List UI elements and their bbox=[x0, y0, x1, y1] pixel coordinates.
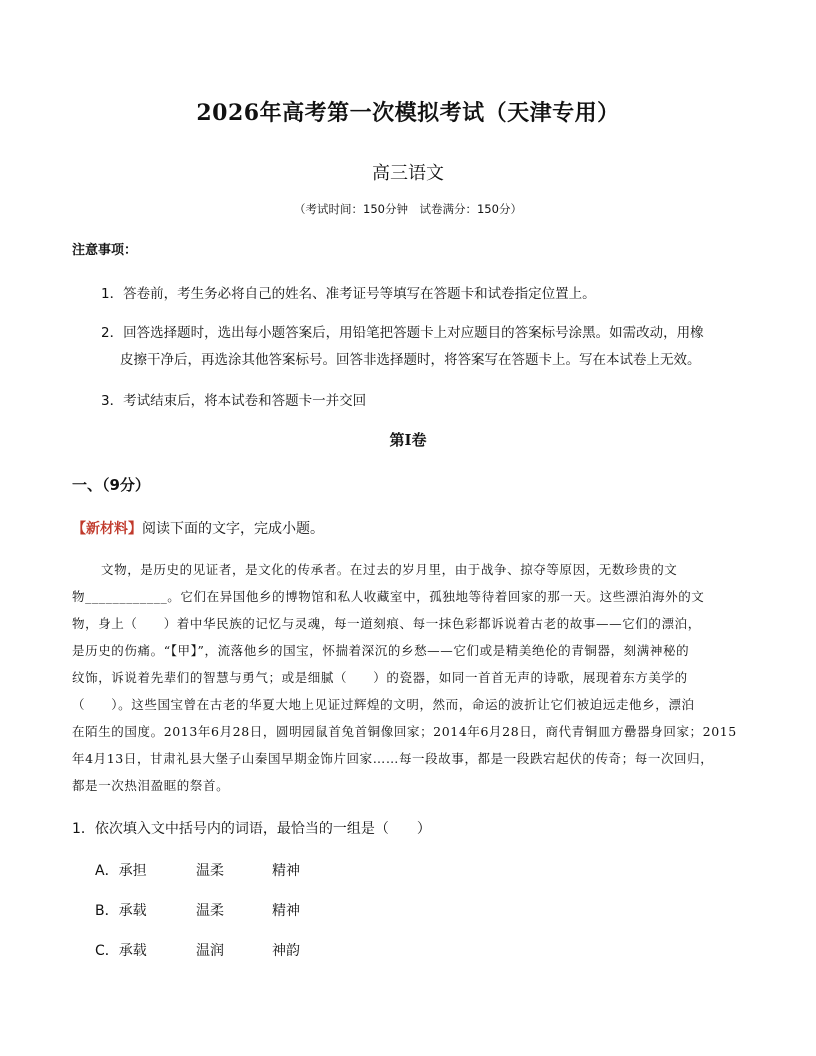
question-1: 1．依次填入文中括号内的词语，最恰当的一组是（ ） bbox=[72, 821, 431, 837]
option-b-word2: 温柔 bbox=[196, 903, 224, 919]
option-b-word1: B．承载 bbox=[95, 903, 147, 919]
option-c-word2: 温润 bbox=[196, 943, 224, 959]
part-heading: 一、（9分） bbox=[72, 476, 150, 494]
option-c-word1: C．承载 bbox=[95, 943, 147, 959]
new-material-tag: 【新材料】 bbox=[72, 521, 142, 537]
exam-info: （考试时间：150分钟 试卷满分：150分） bbox=[294, 202, 522, 216]
passage-line: （ ）。这些国宝曾在古老的华夏大地上见证过辉煌的文明，然而，命运的波折让它们被迫远走他乡，漂泊 bbox=[72, 697, 695, 712]
passage-line: 纹饰，诉说着先辈们的智慧与勇气；或是细腻（ ）的瓷器，如同一首首无声的诗歌，展现着东方美学的 bbox=[72, 670, 688, 685]
note-item-2-continued: 皮擦干净后，再选涂其他答案标号。回答非选择题时，将答案写在答题卡上。写在本试卷上无效。 bbox=[120, 352, 701, 368]
option-c-word3: 神韵 bbox=[272, 943, 300, 959]
option-a-word1: A．承担 bbox=[95, 863, 147, 879]
passage-line: 在陌生的国度。2013年6月28日，圆明园鼠首兔首铜像回家；2014年6月28日，商代青铜皿方罍器身回家；2015 bbox=[72, 724, 737, 739]
option-a-word3: 精神 bbox=[272, 863, 300, 879]
exam-subtitle: 高三语文 bbox=[372, 163, 444, 184]
note-item-2: 2．回答选择题时，选出每小题答案后，用铅笔把答题卡上对应题目的答案标号涂黑。如需改动，用橡 bbox=[101, 325, 704, 341]
exam-title: 2026年高考第一次模拟考试（天津专用） bbox=[196, 100, 620, 126]
passage-line: 都是一次热泪盈眶的祭首。 bbox=[72, 778, 230, 793]
option-a-word2: 温柔 bbox=[196, 863, 224, 879]
note-item-1: 1．答卷前，考生务必将自己的姓名、准考证号等填写在答题卡和试卷指定位置上。 bbox=[101, 286, 596, 302]
notes-heading: 注意事项： bbox=[72, 243, 138, 258]
instruction bbox=[72, 518, 324, 538]
passage-line: 文物，是历史的见证者，是文化的传承者。在过去的岁月里，由于战争、掠夺等原因，无数珍贵的文 bbox=[101, 562, 678, 577]
section-title: 第Ⅰ卷 bbox=[389, 431, 427, 449]
option-b-word3: 精神 bbox=[272, 903, 300, 919]
passage-line: 物，身上（ ）着中华民族的记忆与灵魂，每一道刻痕、每一抹色彩都诉说着古老的故事——它们的漂泊， bbox=[72, 616, 701, 631]
passage-line: 年4月13日，甘肃礼县大堡子山秦国早期金饰片回家……每一段故事，都是一段跌宕起伏的传奇；每一次回归， bbox=[72, 751, 714, 766]
passage-line: 是历史的伤痛。“【甲】”，流落他乡的国宝，怀揣着深沉的乡愁——它们或是精美绝伦的青铜器，刻满神秘的 bbox=[72, 643, 690, 658]
passage-line: 物____________。它们在异国他乡的博物馆和私人收藏室中，孤独地等待着回家的那一天。这些漂泊海外的文 bbox=[72, 589, 705, 604]
note-item-3: 3．考试结束后，将本试卷和答题卡一并交回 bbox=[101, 393, 367, 409]
instruction-text: 阅读下面的文字，完成小题。 bbox=[142, 521, 324, 537]
